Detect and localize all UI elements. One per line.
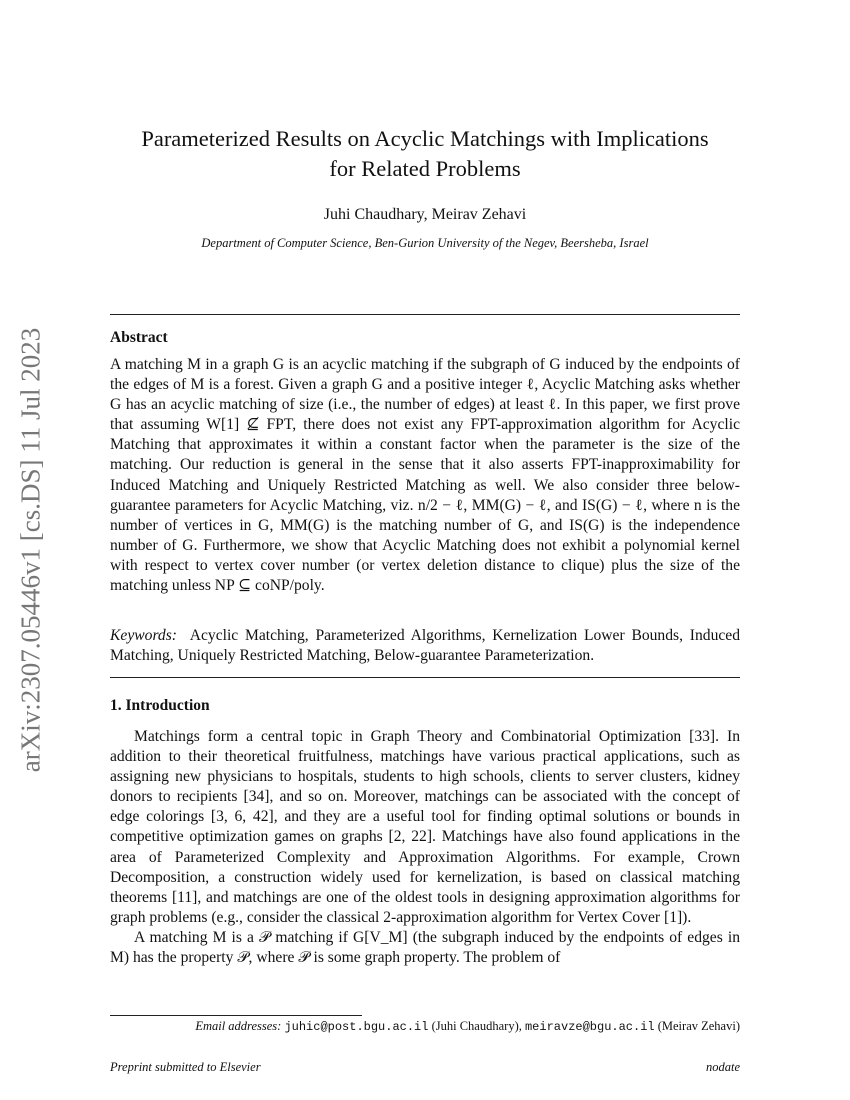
arxiv-sidebar-stamp xyxy=(6,310,56,790)
author-name-1: (Juhi Chaudhary), xyxy=(431,1019,522,1033)
introduction-body xyxy=(110,727,740,968)
intro-paragraph-2: A matching M is a 𝒫 matching if G[V_M] (the subgraph induced by the endpoints of edges in M) has the property 𝒫, where 𝒫 is some graph property. The problem of xyxy=(110,928,740,967)
footnote-rule xyxy=(110,1015,362,1016)
email-link-2[interactable]: meiravze@bgu.ac.il xyxy=(524,1020,655,1034)
keywords-label: Keywords: xyxy=(110,627,177,644)
paper-title xyxy=(100,124,750,184)
email-link-1[interactable]: juhic@post.bgu.ac.il xyxy=(284,1020,429,1034)
keywords-block xyxy=(110,626,740,666)
abstract-heading: Abstract xyxy=(110,329,168,346)
title-line-1: Parameterized Results on Acyclic Matchings with Implications xyxy=(141,126,709,151)
footnote-label: Email addresses: xyxy=(195,1019,282,1033)
abstract-text: A matching M in a graph G is an acyclic matching if the subgraph of G induced by the endpoints of the edges of M is a forest. Given a graph G and a positive integer ℓ, Acyclic Matching asks whether G has an acyclic matching of size (i.e., the number of edges) at least ℓ. In this paper, we first prove that assuming W[1] ⊈ FPT, there does not exist any FPT-approximation algorithm for Acyclic Matching that approximates it within a constant factor when the parameter is the size of the matching. Our reduction is general in the sense that it also asserts FPT-inapproximability for Induced Matching and Uniquely Restricted Matching as well. We also consider three below-guarantee parameters for Acyclic Matching, viz. n/2 − ℓ, MM(G) − ℓ, and IS(G) − ℓ, where n is the number of vertices in G, MM(G) is the matching number of G, and IS(G) is the independence number of G. Furthermore, we show that Acyclic Matching does not exhibit a polynomial kernel with respect to vertex cover number (or vertex deletion distance to clique) plus the size of the matching unless NP ⊆ coNP/poly. xyxy=(110,356,740,595)
abstract-top-rule xyxy=(110,314,740,315)
affiliation: Department of Computer Science, Ben-Gurion University of the Negev, Beersheba, Israel xyxy=(201,236,649,250)
keywords-text: Acyclic Matching, Parameterized Algorithms, Kernelization Lower Bounds, Induced Matching, Uniquely Restricted Matching, Below-guarantee Parameterization. xyxy=(110,627,741,665)
author-list: Juhi Chaudhary, Meirav Zehavi xyxy=(323,206,527,223)
date-note: nodate xyxy=(705,1060,740,1074)
preprint-note: Preprint submitted to Elsevier xyxy=(110,1060,261,1074)
intro-paragraph-1: Matchings form a central topic in Graph Theory and Combinatorial Optimization [33]. In addition to their theoretical fruitfulness, matchings have various practical applications, such as assigning new physicians to hospitals, students to high schools, clients to server clusters, kidney donors to recipients [34], and so on. Moreover, matchings can be associated with the concept of edge colorings [3, 6, 42], and they are a useful tool for finding optimal solutions or bounds in competitive optimization games on graphs [2, 22]. Matchings have also found applications in the area of Parameterized Complexity and Approximation Algorithms. For example, Crown Decomposition, a construction widely used for kernelization, is based on classical matching theorems [11], and matchings are one of the oldest tools in designing approximation algorithms for graph problems (e.g., consider the classical 2-approximation algorithm for Vertex Cover [1]). xyxy=(110,728,740,926)
author-name-2: (Meirav Zehavi) xyxy=(657,1019,740,1033)
arxiv-identifier: arXiv:2307.05446v1 [cs.DS] 11 Jul 2023 xyxy=(15,327,46,773)
abstract-bottom-rule xyxy=(110,677,740,678)
title-line-2: for Related Problems xyxy=(329,156,521,181)
footnote-emails xyxy=(110,1019,740,1034)
abstract-body xyxy=(110,355,740,596)
section-heading-introduction: 1. Introduction xyxy=(110,697,210,714)
